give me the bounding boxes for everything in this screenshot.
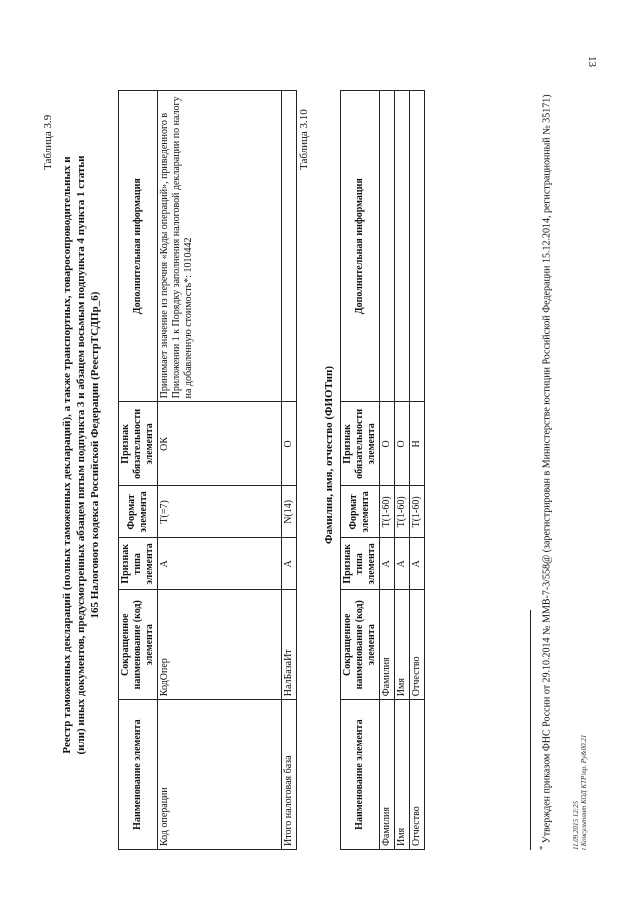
table-cell: Итого налоговая база bbox=[282, 700, 297, 850]
table-cell: Н bbox=[410, 402, 425, 486]
table-cell: О bbox=[380, 402, 395, 486]
table-row bbox=[395, 91, 410, 850]
table2-header-cell: Признак типа элемента bbox=[341, 538, 380, 590]
stamp-line: 11.09.2015 12:25 bbox=[572, 800, 580, 850]
footnote-text: Утвержден приказом ФНС России от 29.10.2014 № ММВ-7-3/558@ (зарегистрирован в Министерстве юстиции Российской Федерации 15.12.2014, регистрационный № 35171) bbox=[541, 94, 553, 844]
table-cell: А bbox=[380, 538, 395, 590]
table-cell: КодОпер bbox=[158, 590, 282, 700]
table1-title bbox=[60, 110, 102, 800]
table-cell bbox=[395, 91, 410, 402]
table-cell: ОК bbox=[158, 402, 282, 486]
table1-header-cell: Признак типа элемента bbox=[119, 538, 158, 590]
table2-header-row bbox=[341, 91, 380, 850]
table2-header-cell: Сокращенное наименование (код) элемента bbox=[341, 590, 380, 700]
table1 bbox=[118, 90, 297, 850]
table-cell: T(1-60) bbox=[410, 486, 425, 538]
table-cell: Имя bbox=[395, 700, 410, 850]
page-number: 13 bbox=[586, 56, 598, 67]
table-row bbox=[158, 91, 282, 850]
table1-title-line: Реестр таможенных деклараций (полных таможенных деклараций), а также транспортных, товаросопроводительных и bbox=[61, 156, 73, 754]
table-cell bbox=[282, 91, 297, 402]
table1-header-cell: Сокращенное наименование (код) элемента bbox=[119, 590, 158, 700]
table-row bbox=[380, 91, 395, 850]
table1-header-cell: Формат элемента bbox=[119, 486, 158, 538]
table-cell: А bbox=[282, 538, 297, 590]
table-cell: Отчество bbox=[410, 700, 425, 850]
table2-caption: Таблица 3.10 bbox=[298, 109, 310, 170]
table-cell: Код операции bbox=[158, 700, 282, 850]
table2-title: Фамилия, имя, отчество (ФИОТип) bbox=[323, 365, 335, 545]
stamp-line: t Консультант КОД КТР\пр. Ру&00.21 bbox=[580, 734, 588, 850]
table-row bbox=[410, 91, 425, 850]
table-cell: Имя bbox=[395, 590, 410, 700]
document-stamp bbox=[572, 735, 588, 850]
table-cell: Фамилия bbox=[380, 700, 395, 850]
table-cell: T(1-60) bbox=[395, 486, 410, 538]
table-cell: Принимает значение из перечня «Коды операций», приведенного в Приложении 1 к Порядку заполнения налоговой декларации по налогу на добавленную стоимость*: 1010442 bbox=[158, 91, 282, 402]
footnote bbox=[536, 90, 553, 850]
rotated-page-content bbox=[40, 60, 600, 860]
table-cell: N(14) bbox=[282, 486, 297, 538]
table-cell bbox=[410, 91, 425, 402]
table-cell: А bbox=[158, 538, 282, 590]
table2-header-cell: Наименование элемента bbox=[341, 700, 380, 850]
table-cell: О bbox=[395, 402, 410, 486]
table-cell: А bbox=[410, 538, 425, 590]
footnote-marker: * bbox=[538, 845, 547, 850]
footnote-divider bbox=[530, 610, 531, 850]
table-cell: T(=7) bbox=[158, 486, 282, 538]
table2-header-cell: Признак обязательности элемента bbox=[341, 402, 380, 486]
table1-header-cell: Наименование элемента bbox=[119, 700, 158, 850]
table-cell: T(1-60) bbox=[380, 486, 395, 538]
table1-title-line: 165 Налогового кодекса Российской Федерации (РеестрТСДПр_6) bbox=[89, 291, 101, 619]
table1-header-cell: Дополнительная информация bbox=[119, 91, 158, 402]
table-cell bbox=[380, 91, 395, 402]
table1-caption: Таблица 3.9 bbox=[42, 114, 54, 170]
table-cell: НалБазаИт bbox=[282, 590, 297, 700]
table2-header-cell: Дополнительная информация bbox=[341, 91, 380, 402]
table-cell: Фамилия bbox=[380, 590, 395, 700]
table-cell: О bbox=[282, 402, 297, 486]
table-cell: А bbox=[395, 538, 410, 590]
table1-header-cell: Признак обязательности элемента bbox=[119, 402, 158, 486]
table-cell: Отчество bbox=[410, 590, 425, 700]
table1-header-row bbox=[119, 91, 158, 850]
table1-title-line: (или) иных документов, предусмотренных абзацем пятым подпункта 3 и абзацем восьмым подпункта 4 пункта 1 статьи bbox=[75, 155, 87, 755]
table2-header-cell: Формат элемента bbox=[341, 486, 380, 538]
table-row bbox=[282, 91, 297, 850]
table2 bbox=[340, 90, 425, 850]
